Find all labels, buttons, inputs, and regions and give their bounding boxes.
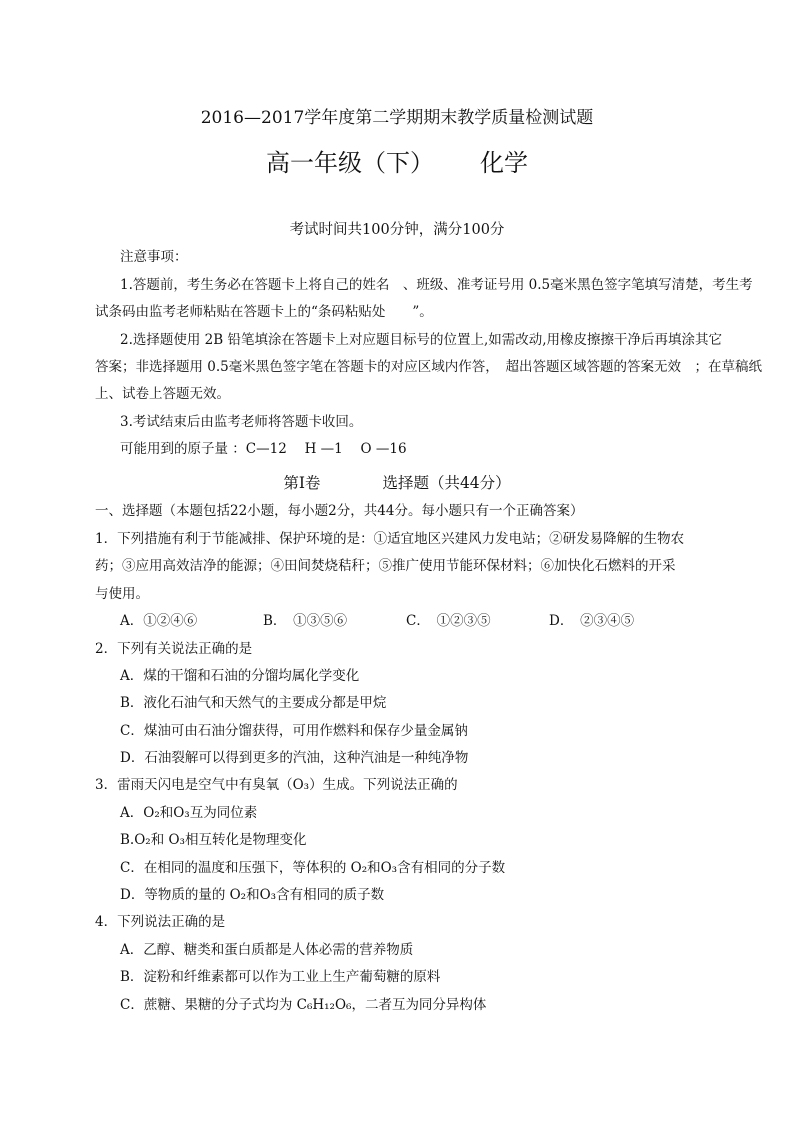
question-2-option-b: B．液化石油气和天然气的主要成分都是甲烷 [120, 695, 387, 711]
question-4-option-b: B．淀粉和纤维素都可以作为工业上生产葡萄糖的原料 [120, 969, 441, 985]
section-heading [0, 471, 794, 493]
question-3-option-a: A．O₂和O₃互为同位素 [120, 805, 258, 821]
question-4-option-c: C．蔗糖、果糖的分子式均为 C₆H₁₂O₆，二者互为同分异构体 [120, 997, 487, 1013]
grade-subject-heading [0, 143, 794, 178]
notice-line: 答案；非选择题用 0.5毫米黑色签字笔在答题卡的对应区域内作答， 超出答题区域答题的答案无效 ；在草稿纸 [95, 359, 763, 375]
question-1-stem: 药；③应用高效洁净的能源；④田间焚烧秸秆；⑤推广使用节能环保材料；⑥加快化石燃料的开采 [95, 558, 676, 574]
notice-line: 上、试卷上答题无效。 [95, 386, 230, 402]
question-1-options [120, 612, 634, 630]
question-1-option-a: A．①②④⑥ [120, 613, 198, 629]
question-3-option-d: D．等物质的量的 O₂和O₃含有相同的质子数 [120, 887, 385, 903]
notice-line: 试条码由监考老师粘贴在答题卡上的“条码粘贴处 ”。 [95, 304, 433, 320]
exam-time-info: 考试时间共100分钟，满分100分 [289, 222, 505, 238]
question-2-option-a: A．煤的干馏和石油的分馏均属化学变化 [120, 668, 360, 684]
question-4-stem: 4．下列说法正确的是 [95, 914, 226, 930]
question-1-stem: 1．下列措施有利于节能减排、保护环境的是：①适宜地区兴建风力发电站；②研发易降解的生物农 [95, 531, 685, 547]
question-3-stem: 3．雷雨天闪电是空气中有臭氧（O₃）生成。下列说法正确的 [95, 777, 458, 793]
section-title: 第Ⅰ卷 [283, 474, 321, 492]
section-intro: 一、选择题（本题包括22小题，每小题2分，共44分。每小题只有一个正确答案） [95, 503, 584, 519]
subject-label: 化学 [480, 149, 528, 177]
notice-line: 3.考试结束后由监考老师将答题卡收回。 [120, 414, 363, 430]
exam-title: 2016—2017学年度第二学期期末教学质量检测试题 [200, 108, 594, 128]
question-2-option-d: D．石油裂解可以得到更多的汽油，这种汽油是一种纯净物 [120, 750, 469, 766]
question-2-stem: 2．下列有关说法正确的是 [95, 641, 253, 657]
atomic-mass-line: 可能用到的原子量 ：C—12 H —1 O —16 [120, 441, 407, 457]
notice-line: 1.答题前，考生务必在答题卡上将自己的姓名 、班级、准考证号用 0.5毫米黑色签字笔填写清楚，考生考 [120, 277, 753, 293]
section-subtitle: 选择题（共44分） [382, 474, 511, 492]
notice-line: 2.选择题使用 2B 铅笔填涂在答题卡上对应题目标号的位置上,如需改动,用橡皮擦擦干净后再填涂其它 [120, 332, 723, 348]
question-2-option-c: C．煤油可由石油分馏获得，可用作燃料和保存少量金属钠 [120, 723, 468, 739]
grade-label: 高一年级（下） [266, 149, 434, 177]
question-4-option-a: A．乙醇、糖类和蛋白质都是人体必需的营养物质 [120, 942, 414, 958]
question-1-option-d: D． ②③④⑤ [549, 613, 635, 629]
notice-heading: 注意事项： [120, 249, 188, 265]
question-1-option-b: B． ①③⑤⑥ [263, 613, 348, 629]
question-1-option-c: C． ①②③⑤ [406, 613, 491, 629]
question-3-option-b: B.O₂和 O₃相互转化是物理变化 [120, 832, 307, 848]
question-1-stem: 与使用。 [95, 586, 149, 602]
question-3-option-c: C．在相同的温度和压强下，等体积的 O₂和O₃含有相同的分子数 [120, 860, 506, 876]
